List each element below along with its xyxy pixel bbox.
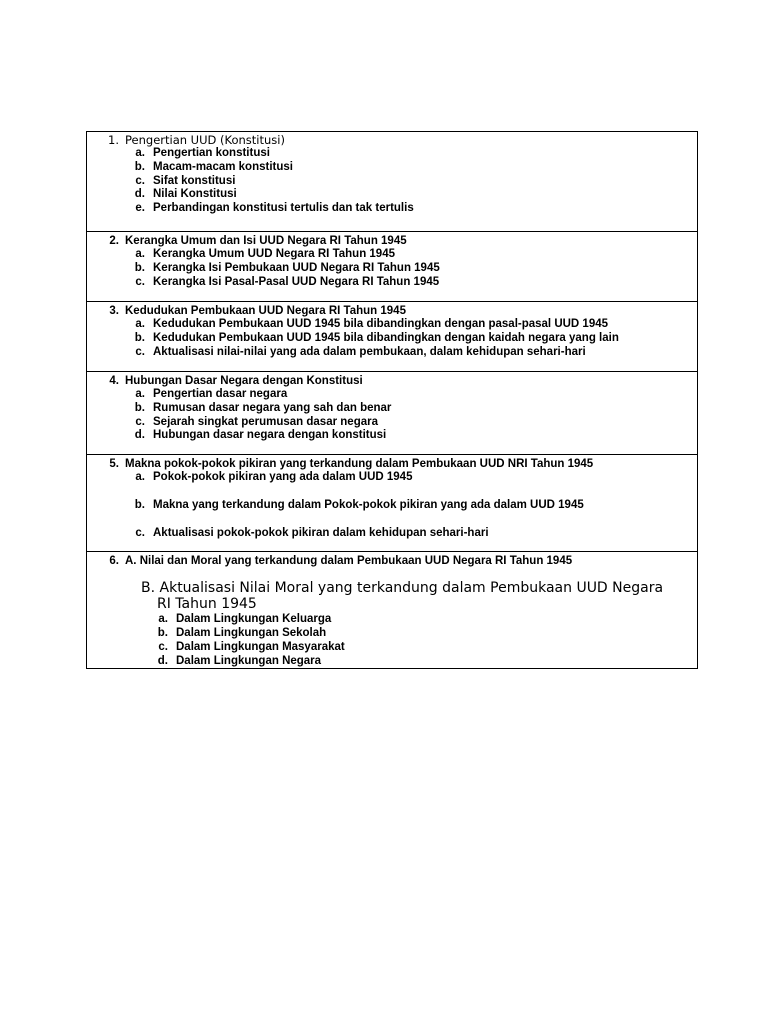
item-letter: d. — [134, 429, 145, 442]
item-letter: e. — [135, 202, 145, 215]
section-subtitle — [87, 568, 687, 612]
list-item — [87, 318, 687, 332]
table-cell — [87, 372, 698, 455]
item-letter: c. — [135, 275, 145, 288]
item-text: Kedudukan Pembukaan UUD 1945 bila dibandingkan dengan pasal-pasal UUD 1945 — [153, 318, 609, 330]
item-text: Sifat konstitusi — [153, 174, 236, 187]
list-item — [87, 388, 687, 402]
item-text: Kedudukan Pembukaan UUD 1945 bila dibandingkan dengan kaidah negara yang lain — [153, 331, 619, 344]
subtitle-line: B. Aktualisasi Nilai Moral yang terkandung dalam Pembukaan UUD Negara — [141, 580, 664, 596]
list-item — [87, 471, 687, 485]
item-letter: a. — [158, 613, 168, 625]
list-item — [87, 332, 687, 346]
table-row — [87, 455, 698, 552]
item-text: Aktualisasi pokok-pokok pikiran dalam kehidupan sehari-hari — [153, 526, 489, 539]
item-letter: a. — [135, 471, 145, 483]
list-item — [87, 402, 687, 416]
section-number: 2. — [109, 235, 119, 247]
item-text: Kerangka Umum UUD Negara RI Tahun 1945 — [153, 248, 395, 260]
section-heading — [87, 133, 687, 147]
item-text: Dalam Lingkungan Masyarakat — [176, 641, 345, 653]
item-text: Rumusan dasar negara yang sah dan benar — [153, 401, 392, 414]
list-item — [87, 612, 687, 626]
item-text: Pokok-pokok pikiran yang ada dalam UUD 1945 — [153, 471, 413, 483]
subtitle-line: RI Tahun 1945 — [157, 596, 257, 612]
item-letter: d. — [134, 188, 145, 201]
item-letter: c. — [135, 345, 145, 358]
list-item — [87, 276, 687, 290]
item-text: Dalam Lingkungan Negara — [176, 655, 322, 667]
item-text: Kerangka Isi Pasal-Pasal UUD Negara RI Tahun 1945 — [153, 275, 440, 288]
item-text: Sejarah singkat perumusan dasar negara — [153, 415, 378, 428]
item-letter: b. — [134, 401, 145, 414]
item-text: Kerangka Isi Pembukaan UUD Negara RI Tahun 1945 — [153, 261, 440, 274]
section-heading — [87, 304, 687, 318]
table-row — [87, 372, 698, 455]
item-letter: b. — [157, 627, 168, 639]
list-item — [87, 654, 687, 668]
item-letter: b. — [134, 498, 145, 511]
section-heading — [87, 554, 687, 568]
table-row — [87, 552, 698, 669]
section-heading — [87, 457, 687, 471]
section-heading — [87, 234, 687, 248]
table-cell — [87, 232, 698, 302]
item-text: Macam-macam konstitusi — [153, 160, 293, 173]
item-text: Perbandingan konstitusi tertulis dan tak tertulis — [153, 202, 414, 215]
list-item — [87, 248, 687, 262]
list-item — [87, 626, 687, 640]
section-number: 1. — [108, 133, 119, 147]
section-title: Hubungan Dasar Negara dengan Konstitusi — [125, 375, 363, 387]
item-text: Dalam Lingkungan Keluarga — [176, 613, 332, 625]
item-letter: a. — [135, 318, 145, 330]
item-letter: d. — [157, 655, 168, 667]
item-letter: a. — [135, 147, 145, 159]
table-cell — [87, 302, 698, 372]
item-letter: b. — [134, 261, 145, 274]
item-text: Pengertian konstitusi — [153, 147, 270, 159]
item-text: Dalam Lingkungan Sekolah — [176, 627, 327, 639]
list-item — [87, 202, 687, 216]
section-title: Makna pokok-pokok pikiran yang terkandung dalam Pembukaan UUD NRI Tahun 1945 — [125, 458, 594, 470]
section-number: 4. — [109, 375, 119, 387]
syllabus-table — [86, 131, 698, 669]
table-row — [87, 132, 698, 232]
item-text: Aktualisasi nilai-nilai yang ada dalam pembukaan, dalam kehidupan sehari-hari — [153, 345, 586, 358]
section-heading — [87, 374, 687, 388]
item-text: Pengertian dasar negara — [153, 388, 288, 400]
list-item — [87, 527, 687, 541]
section-title: Kedudukan Pembukaan UUD Negara RI Tahun 1945 — [125, 305, 406, 317]
list-item — [87, 188, 687, 202]
section-title: Pengertian UUD (Konstitusi) — [125, 133, 285, 147]
table-cell — [87, 132, 698, 232]
item-letter: a. — [135, 248, 145, 260]
section-number: 5. — [109, 458, 119, 470]
list-item — [87, 499, 687, 513]
item-letter: c. — [158, 641, 168, 653]
item-letter: b. — [134, 160, 145, 173]
section-title: A. Nilai dan Moral yang terkandung dalam Pembukaan UUD Negara RI Tahun 1945 — [125, 555, 573, 567]
list-item — [87, 640, 687, 654]
table-row — [87, 302, 698, 372]
list-item — [87, 346, 687, 360]
item-letter: c. — [135, 526, 145, 539]
list-item — [87, 416, 687, 430]
table-row — [87, 232, 698, 302]
list-item — [87, 161, 687, 175]
item-letter: b. — [134, 331, 145, 344]
item-text: Hubungan dasar negara dengan konstitusi — [153, 429, 387, 442]
list-item — [87, 429, 687, 443]
item-text: Makna yang terkandung dalam Pokok-pokok pikiran yang ada dalam UUD 1945 — [153, 498, 584, 511]
list-item — [87, 262, 687, 276]
table-cell — [87, 455, 698, 552]
item-text: Nilai Konstitusi — [153, 188, 237, 201]
section-title: Kerangka Umum dan Isi UUD Negara RI Tahun 1945 — [125, 235, 407, 247]
section-number: 6. — [109, 555, 119, 567]
item-letter: c. — [135, 174, 145, 187]
table-cell — [87, 552, 698, 669]
list-item — [87, 147, 687, 161]
item-letter: c. — [135, 415, 145, 428]
section-number: 3. — [109, 305, 119, 317]
list-item — [87, 175, 687, 189]
item-letter: a. — [135, 388, 145, 400]
